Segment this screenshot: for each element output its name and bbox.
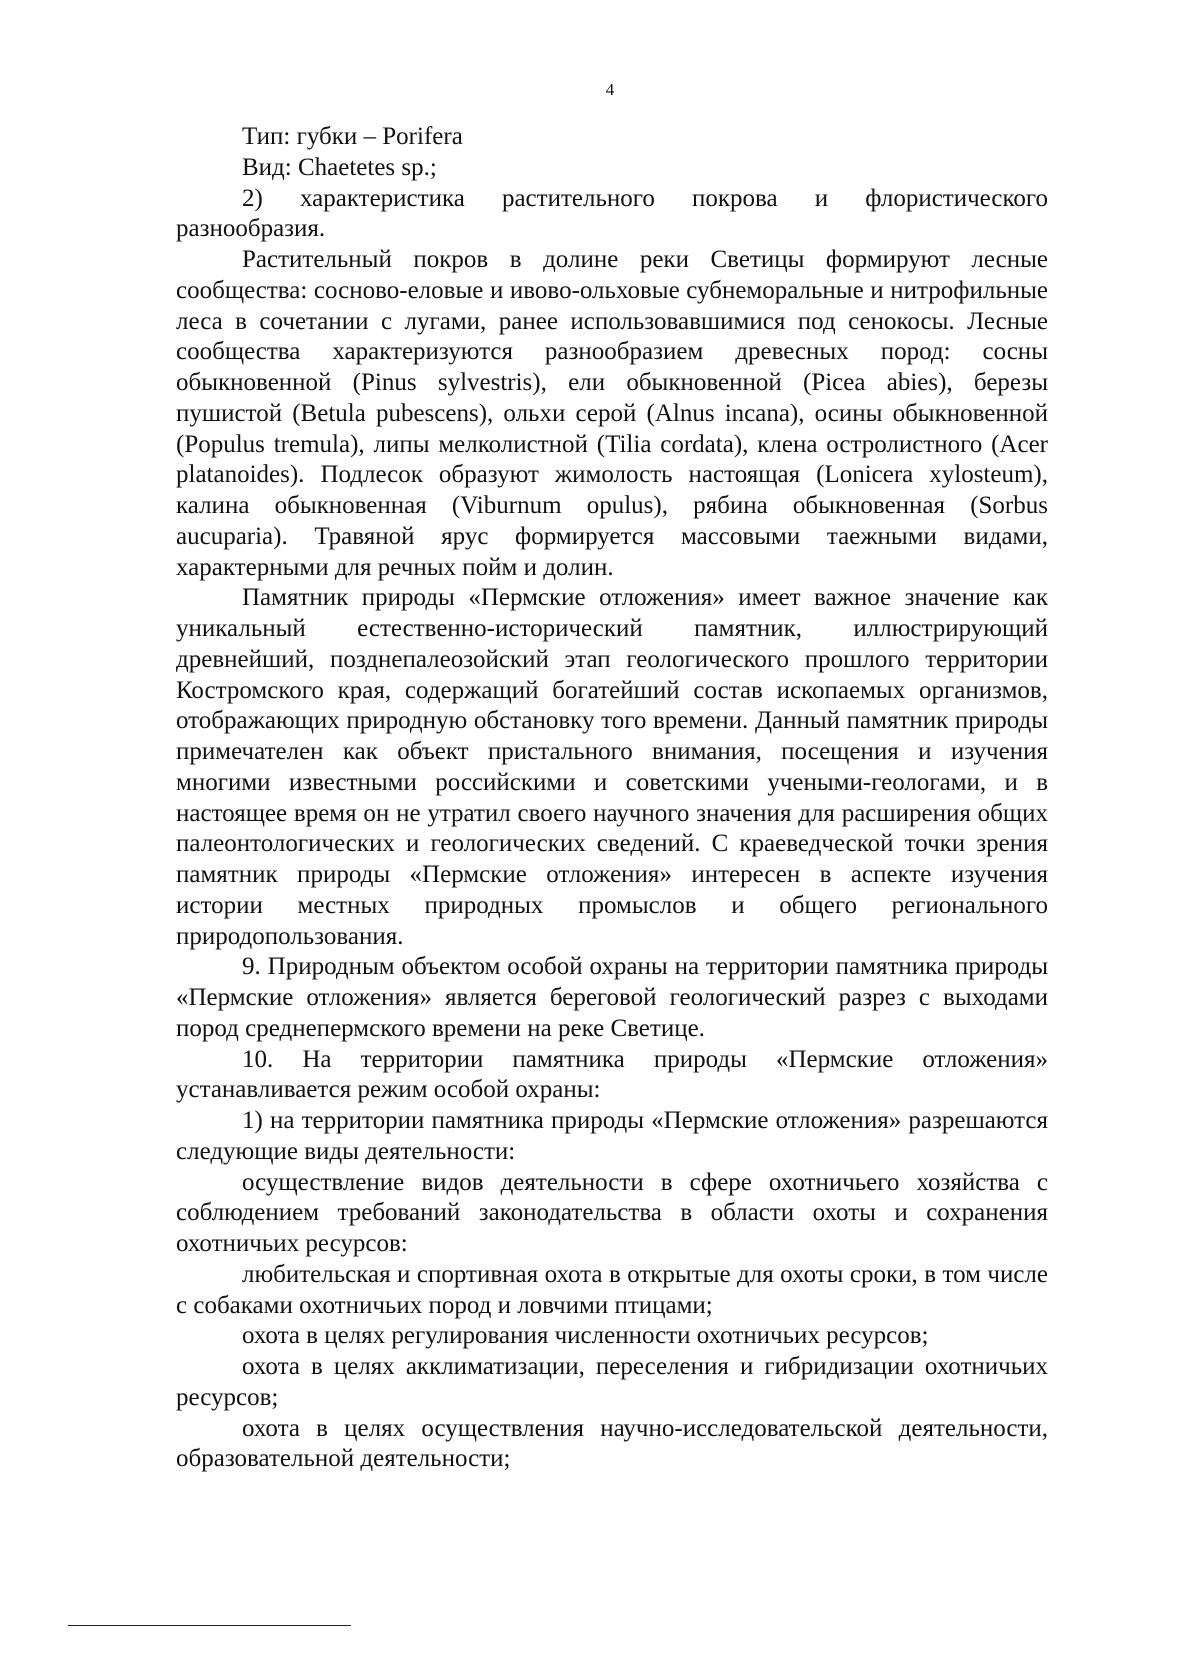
section-heading-vegetation: 2) характеристика растительного покрова и флористического разнообразия. — [176, 184, 1048, 243]
paragraph-significance: Памятник природы «Пермские отложения» имеет важное значение как уникальный естественно-исторический памятник, иллюстрирующий древнейший, позднепалеозойский этап геологического прошлого территории Костромского края, содержащий богатейший состав ископаемых организмов, отображающих природную обстановку того времени. Данный памятник природы примечателен как объект пристального внимания, посещения и изучения многими известными российскими и советскими учеными-геологами, и в настоящее время он не утратил своего научного значения для расширения общих палеонтологических и геологических сведений. С краеведческой точки зрения памятник природы «Пермские отложения» интересен в аспекте изучения истории местных природных промыслов и общего регионального природопользования. — [176, 584, 1048, 950]
subclause-1: 1) на территории памятника природы «Пермские отложения» разрешаются следующие виды деятельности: — [176, 1107, 1048, 1165]
clause-10: 10. На территории памятника природы «Пермские отложения» устанавливается режим особой охраны: — [176, 1045, 1048, 1104]
paragraph-vegetation: Растительный покров в долине реки Светицы формируют лесные сообщества: сосново-еловые и ивово-ольховые субнеморальные и нитрофильные леса в сочетании с лугами, ранее использовавшимися под сенокосы. Лесные сообщества характеризуются разнообразием древесных пород: сосны обыкновенной (Pinus sylvestris), ели обыкновенной (Picea abies), березы пушистой (Betula pubescens), ольхи серой (Alnus incana), осины обыкновенной (Populus tremula), липы мелколистной (Tilia cordata), клена остролистного (Acer platanoides). Подлесок образуют жимолость настоящая (Lonicera xylosteum), калина обыкновенная (Viburnum opulus), рябина обыкновенная (Sorbus aucuparia). Травяной ярус формируется массовыми таежными видами, характерными для речных пойм и долин. — [176, 246, 1048, 581]
list-item-regulation-hunting: охота в целях регулирования численности охотничьих ресурсов; — [242, 1322, 929, 1350]
clause-9: 9. Природным объектом особой охраны на территории памятника природы «Пермские отложения» является береговой геологический разрез с выходами пород среднепермского времени на реке Светице. — [176, 953, 1048, 1042]
footnote-separator-line — [68, 1625, 351, 1626]
document-body — [176, 122, 1048, 1475]
list-item-research-hunting: охота в целях осуществления научно-исследовательской деятельности, образовательной деятельности; — [176, 1414, 1048, 1473]
page-number: 4 — [605, 80, 615, 99]
list-item-hunting-economy: осуществление видов деятельности в сфере охотничьего хозяйства с соблюдением требований законодательства в области охоты и сохранения охотничьих ресурсов: — [176, 1168, 1048, 1257]
taxon-species-line: Вид: Chaetetes sp.; — [242, 153, 437, 181]
list-item-sport-hunting: любительская и спортивная охота в открытые для охоты сроки, в том числе с собаками охотничьих пород и ловчими птицами; — [176, 1260, 1048, 1319]
list-item-acclimatization-hunting: охота в целях акклиматизации, переселения и гибридизации охотничьих ресурсов; — [176, 1353, 1048, 1411]
taxon-type-line: Тип: губки – Porifera — [242, 123, 463, 150]
